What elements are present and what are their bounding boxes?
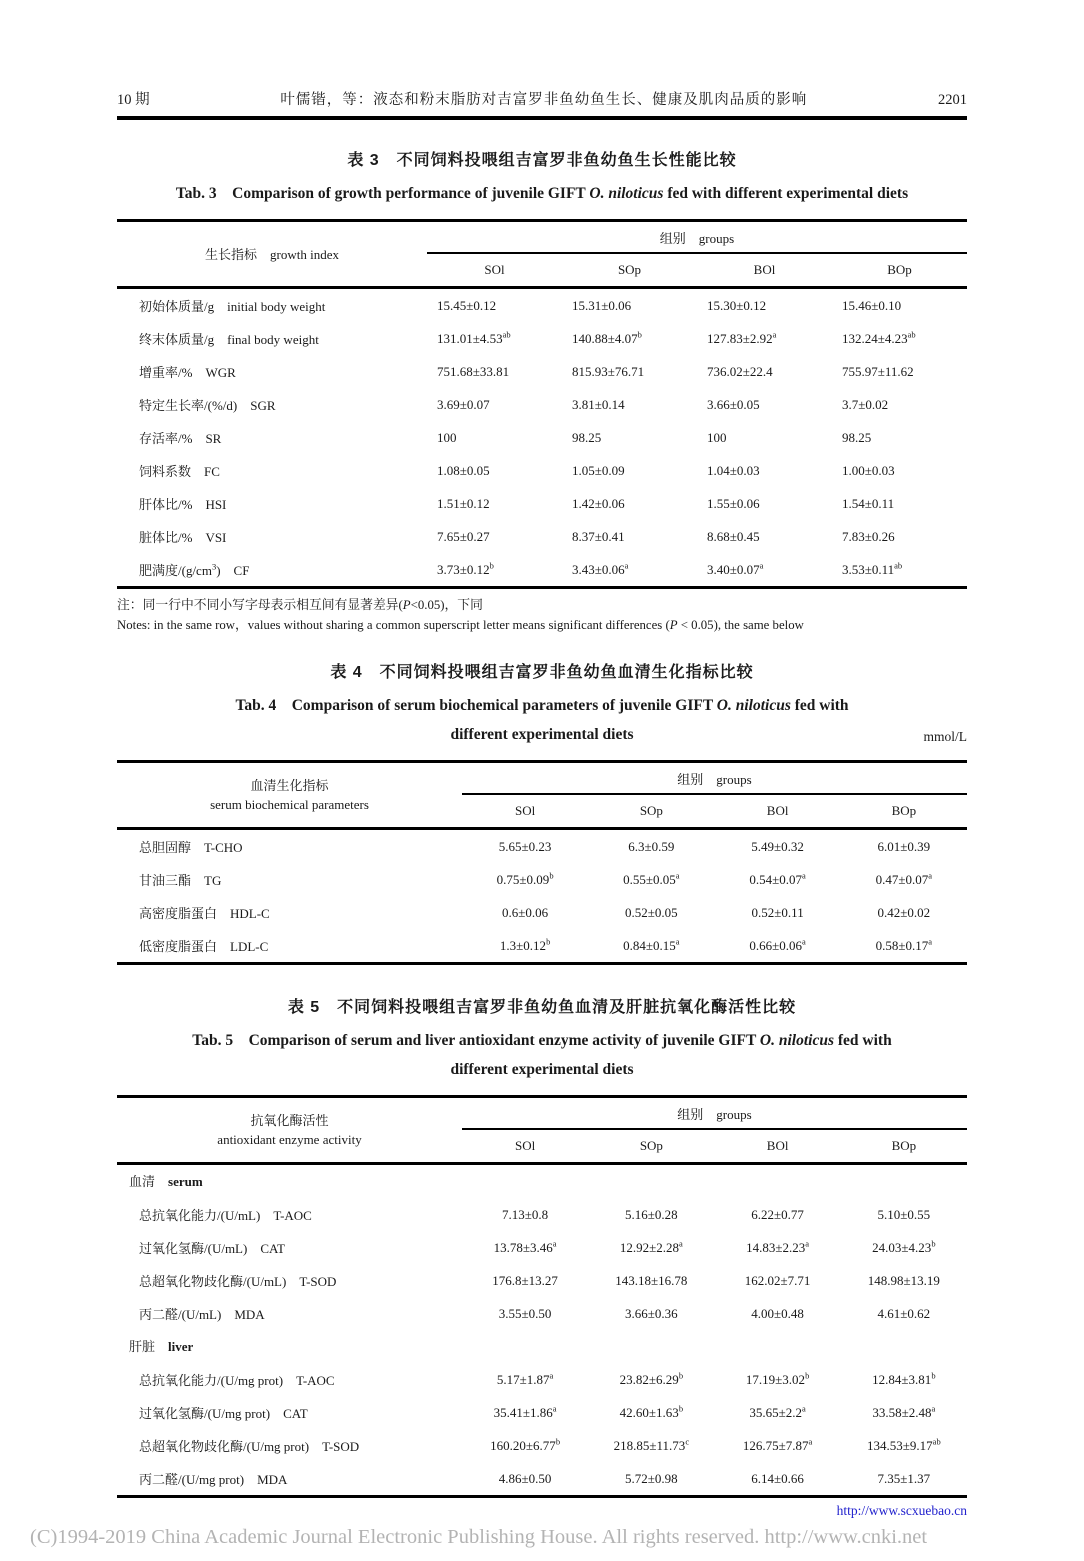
cell-value: 132.24±4.23$^{ab}$ xyxy=(842,329,916,346)
cell-value: 6.3±0.59 xyxy=(628,838,675,854)
table-row xyxy=(117,1396,967,1429)
column-header: SOp xyxy=(639,1138,663,1153)
column-header: BOl xyxy=(753,262,776,277)
section-label: 肝脏 liver xyxy=(129,1339,194,1354)
cell-value: 7.65±0.27 xyxy=(437,528,490,544)
row-label: 脏体比/% VSI xyxy=(139,530,227,545)
stub-header: 抗氧化酶活性 antioxidant enzyme activity xyxy=(217,1113,362,1147)
cell-value: 15.45±0.12 xyxy=(437,297,497,313)
groups-label: 组别 groups xyxy=(462,763,967,795)
cell-value: 3.43±0.06$^a$ xyxy=(572,560,629,577)
cell-value: 1.42±0.06 xyxy=(572,495,625,511)
cell-value: 3.69±0.07 xyxy=(437,396,490,412)
cell-value: 1.51±0.12 xyxy=(437,495,490,511)
table-row xyxy=(117,863,967,896)
growth-performance-table xyxy=(117,219,967,589)
cell-value: 15.31±0.06 xyxy=(572,297,632,313)
table3-caption-en: Tab. 3 Comparison of growth performance of juvenile GIFT O. niloticus fed with different experimental diets xyxy=(175,185,909,202)
table-body xyxy=(117,1165,967,1498)
note-zh: 注：同一行中不同小写字母表示相互间有显著差异(P<0.05)，下同 xyxy=(117,598,483,612)
cell-value: 0.75±0.09$^b$ xyxy=(496,870,554,887)
cell-value: 33.58±2.48$^a$ xyxy=(872,1403,936,1420)
row-label: 肝体比/% HSI xyxy=(139,497,227,512)
cell-value: 12.84±3.81$^b$ xyxy=(872,1370,936,1387)
row-label: 甘油三酯 TG xyxy=(139,873,222,888)
cell-value: 5.10±0.55 xyxy=(877,1206,931,1222)
cell-value: 0.55±0.05$^a$ xyxy=(623,870,680,887)
cell-value: 0.54±0.07$^a$ xyxy=(749,870,806,887)
cell-value: 0.6±0.06 xyxy=(502,904,549,920)
cell-value: 176.8±13.27 xyxy=(492,1272,558,1288)
groups-header xyxy=(462,763,967,827)
column-header: BOp xyxy=(891,1138,917,1153)
cell-value: 126.75±7.87$^a$ xyxy=(742,1436,813,1453)
cell-value: 8.37±0.41 xyxy=(572,528,625,544)
cell-value: 1.3±0.12$^b$ xyxy=(499,936,551,953)
cell-value: 1.54±0.11 xyxy=(842,495,895,511)
row-label: 肥满度$/(g/cm^3)$ CF xyxy=(139,561,250,578)
cell-value: 0.66±0.06$^a$ xyxy=(749,936,806,953)
table-row xyxy=(117,355,967,388)
cell-value: 131.01±4.53$^{ab}$ xyxy=(437,329,511,346)
table4-unit: mmol/L xyxy=(923,729,967,744)
cell-value: 0.42±0.02 xyxy=(877,904,931,920)
table-row xyxy=(117,1462,967,1495)
cell-value: 14.83±2.23$^a$ xyxy=(746,1238,810,1255)
cell-value: 3.66±0.05 xyxy=(707,396,760,412)
cell-value: 3.40±0.07$^a$ xyxy=(707,560,764,577)
column-header: SOp xyxy=(639,803,663,818)
cell-value: 218.85±11.73$^c$ xyxy=(613,1436,690,1453)
row-label: 总超氧化物歧化酶/(U/mg prot) T-SOD xyxy=(139,1439,360,1454)
page-number: 2201 xyxy=(938,92,967,108)
cell-value: 23.82±6.29$^b$ xyxy=(619,1370,684,1387)
row-label: 特定生长率/(%/d) SGR xyxy=(139,398,276,413)
cell-value: 1.00±0.03 xyxy=(842,462,895,478)
table-body xyxy=(117,830,967,965)
column-header: SOl xyxy=(515,803,536,818)
cell-value: 1.04±0.03 xyxy=(707,462,760,478)
row-label: 丙二醛/(U/mL) MDA xyxy=(139,1307,265,1322)
running-header xyxy=(117,88,967,120)
table-row xyxy=(117,388,967,421)
row-label: 总超氧化物歧化酶/(U/mL) T-SOD xyxy=(139,1274,337,1289)
cell-value: 0.52±0.05 xyxy=(625,904,678,920)
table-row xyxy=(117,487,967,520)
cell-value: 15.46±0.10 xyxy=(842,297,902,313)
cell-value: 100 xyxy=(707,429,727,445)
copyright-watermark: (C)1994-2019 China Academic Journal Electronic Publishing House. All rights reserved. http://www.cnki.net xyxy=(30,1526,928,1548)
table4-caption-en: Tab. 4 Comparison of serum biochemical parameters of juvenile GIFT O. niloticus fed with different experimental diets xyxy=(235,697,849,743)
row-label: 低密度脂蛋白 LDL-C xyxy=(139,939,269,954)
stub-header: 血清生化指标 serum biochemical parameters xyxy=(210,778,369,812)
cell-value: 4.86±0.50 xyxy=(498,1470,552,1486)
row-label: 初始体质量/g initial body weight xyxy=(139,299,326,314)
groups-header xyxy=(427,222,967,286)
table3-notes xyxy=(117,595,967,635)
table-row xyxy=(117,929,967,962)
row-label: 过氧化氢酶/(U/mL) CAT xyxy=(139,1241,285,1256)
cell-value: 15.30±0.12 xyxy=(707,297,767,313)
column-header: BOp xyxy=(887,262,912,277)
cell-value: 100 xyxy=(437,429,457,445)
cell-value: 7.13±0.8 xyxy=(502,1206,549,1222)
serum-biochemical-table xyxy=(117,760,967,965)
cell-value: 755.97±11.62 xyxy=(842,363,914,379)
table4-caption-zh: 表 4 不同饲料投喂组吉富罗非鱼幼鱼血清生化指标比较 xyxy=(330,664,754,681)
section-label: 血清 serum xyxy=(129,1174,203,1189)
row-label: 增重率/% WGR xyxy=(139,365,236,380)
cell-value: 736.02±22.4 xyxy=(707,363,773,379)
cell-value: 5.72±0.98 xyxy=(625,1470,678,1486)
column-header: SOl xyxy=(484,262,505,277)
table-row xyxy=(117,421,967,454)
table-row xyxy=(117,520,967,553)
cell-value: 162.02±7.71 xyxy=(744,1272,811,1288)
column-header: BOl xyxy=(766,803,789,818)
table-row xyxy=(117,454,967,487)
table-row xyxy=(117,896,967,929)
cell-value: 6.01±0.39 xyxy=(877,838,931,854)
table-row xyxy=(117,1264,967,1297)
cell-value: 160.20±6.77$^b$ xyxy=(490,1436,561,1453)
column-headers xyxy=(427,254,967,286)
cell-value: 148.98±13.19 xyxy=(867,1272,940,1288)
table-row xyxy=(117,1297,967,1330)
stub-header: 生长指标 growth index xyxy=(205,246,339,262)
table5-caption-zh: 表 5 不同饲料投喂组吉富罗非鱼幼鱼血清及肝脏抗氧化酶活性比较 xyxy=(287,999,797,1016)
cell-value: 12.92±2.28$^a$ xyxy=(619,1238,683,1255)
cell-value: 751.68±33.81 xyxy=(437,363,510,379)
running-title: 叶儒锴，等：液态和粉末脂肪对吉富罗非鱼幼鱼生长、健康及肌肉品质的影响 xyxy=(280,92,808,108)
column-header: SOp xyxy=(617,262,642,277)
groups-label: 组别 groups xyxy=(427,222,967,254)
groups-header xyxy=(462,1098,967,1162)
cell-value: 3.81±0.14 xyxy=(572,396,625,412)
cell-value: 13.78±3.46$^a$ xyxy=(493,1238,557,1255)
cell-value: 815.93±76.71 xyxy=(572,363,645,379)
table-header xyxy=(117,219,967,289)
row-label: 过氧化氢酶/(U/mg prot) CAT xyxy=(139,1406,308,1421)
journal-url-link[interactable]: http://www.scxuebao.cn xyxy=(836,1503,967,1518)
table-section-row xyxy=(117,1330,967,1363)
cell-value: 140.88±4.07$^b$ xyxy=(572,329,642,346)
table3-caption-zh: 表 3 不同饲料投喂组吉富罗非鱼幼鱼生长性能比较 xyxy=(347,152,737,169)
table-row xyxy=(117,1363,967,1396)
cell-value: 0.47±0.07$^a$ xyxy=(875,870,933,887)
cell-value: 4.00±0.48 xyxy=(751,1305,804,1321)
column-header: BOl xyxy=(766,1138,789,1153)
cell-value: 143.18±16.78 xyxy=(615,1272,688,1288)
cell-value: 6.14±0.66 xyxy=(751,1470,804,1486)
cell-value: 1.08±0.05 xyxy=(437,462,490,478)
cell-value: 0.84±0.15$^a$ xyxy=(623,936,680,953)
table-row xyxy=(117,322,967,355)
cell-value: 1.55±0.06 xyxy=(707,495,760,511)
table-body xyxy=(117,289,967,589)
row-label: 终末体质量/g final body weight xyxy=(139,332,319,347)
row-label: 饲料系数 FC xyxy=(139,464,220,479)
column-headers xyxy=(462,1130,967,1162)
cell-value: 3.7±0.02 xyxy=(842,396,889,412)
table-section-row xyxy=(117,1165,967,1198)
cell-value: 3.53±0.11$^{ab}$ xyxy=(842,560,903,577)
cell-value: 24.03±4.23$^b$ xyxy=(872,1238,936,1255)
issue-label: 10 期 xyxy=(117,92,150,108)
table-row xyxy=(117,830,967,863)
cell-value: 8.68±0.45 xyxy=(707,528,760,544)
cell-value: 98.25 xyxy=(842,429,872,445)
cell-value: 7.35±1.37 xyxy=(877,1470,931,1486)
cell-value: 3.55±0.50 xyxy=(498,1305,552,1321)
cell-value: 127.83±2.92$^a$ xyxy=(707,329,777,346)
cell-value: 5.49±0.32 xyxy=(751,838,804,854)
table-row xyxy=(117,1231,967,1264)
groups-label: 组别 groups xyxy=(462,1098,967,1130)
table-row xyxy=(117,1198,967,1231)
row-label: 丙二醛/(U/mg prot) MDA xyxy=(139,1472,288,1487)
table-row xyxy=(117,289,967,322)
cell-value: 42.60±1.63$^b$ xyxy=(619,1403,684,1420)
cell-value: 3.73±0.12$^b$ xyxy=(437,560,494,577)
cell-value: 98.25 xyxy=(572,429,602,445)
row-label: 总胆固醇 T-CHO xyxy=(139,840,243,855)
cell-value: 35.41±1.86$^a$ xyxy=(493,1403,557,1420)
cell-value: 0.52±0.11 xyxy=(751,904,804,920)
cell-value: 7.83±0.26 xyxy=(842,528,895,544)
row-label: 存活率/% SR xyxy=(139,431,222,446)
row-label: 总抗氧化能力/(U/mg prot) T-AOC xyxy=(139,1373,335,1388)
cell-value: 4.61±0.62 xyxy=(877,1305,931,1321)
table-header xyxy=(117,760,967,830)
column-headers xyxy=(462,795,967,827)
cell-value: 6.22±0.77 xyxy=(751,1206,804,1222)
note-en: Notes: in the same row，values without sharing a common superscript letter means significant differences (P < 0.05), the same below xyxy=(117,618,804,632)
antioxidant-enzyme-table xyxy=(117,1095,967,1498)
cell-value: 17.19±3.02$^b$ xyxy=(745,1370,810,1387)
cell-value: 5.65±0.23 xyxy=(498,838,552,854)
column-header: BOp xyxy=(891,803,917,818)
table5-caption-en: Tab. 5 Comparison of serum and liver antioxidant enzyme activity of juvenile GIFT O. niloticus fed with different experimental diets xyxy=(192,1032,892,1078)
cell-value: 0.58±0.17$^a$ xyxy=(875,936,933,953)
table-row xyxy=(117,1429,967,1462)
column-header: SOl xyxy=(515,1138,536,1153)
cell-value: 3.66±0.36 xyxy=(625,1305,678,1321)
cell-value: 5.17±1.87$^a$ xyxy=(496,1370,554,1387)
row-label: 总抗氧化能力/(U/mL) T-AOC xyxy=(139,1208,312,1223)
table-row xyxy=(117,553,967,586)
table-header xyxy=(117,1095,967,1165)
cell-value: 134.53±9.17$^{ab}$ xyxy=(867,1436,941,1453)
row-label: 高密度脂蛋白 HDL-C xyxy=(139,906,270,921)
cell-value: 35.65±2.2$^a$ xyxy=(749,1403,806,1420)
cell-value: 5.16±0.28 xyxy=(625,1206,678,1222)
cell-value: 1.05±0.09 xyxy=(572,462,625,478)
